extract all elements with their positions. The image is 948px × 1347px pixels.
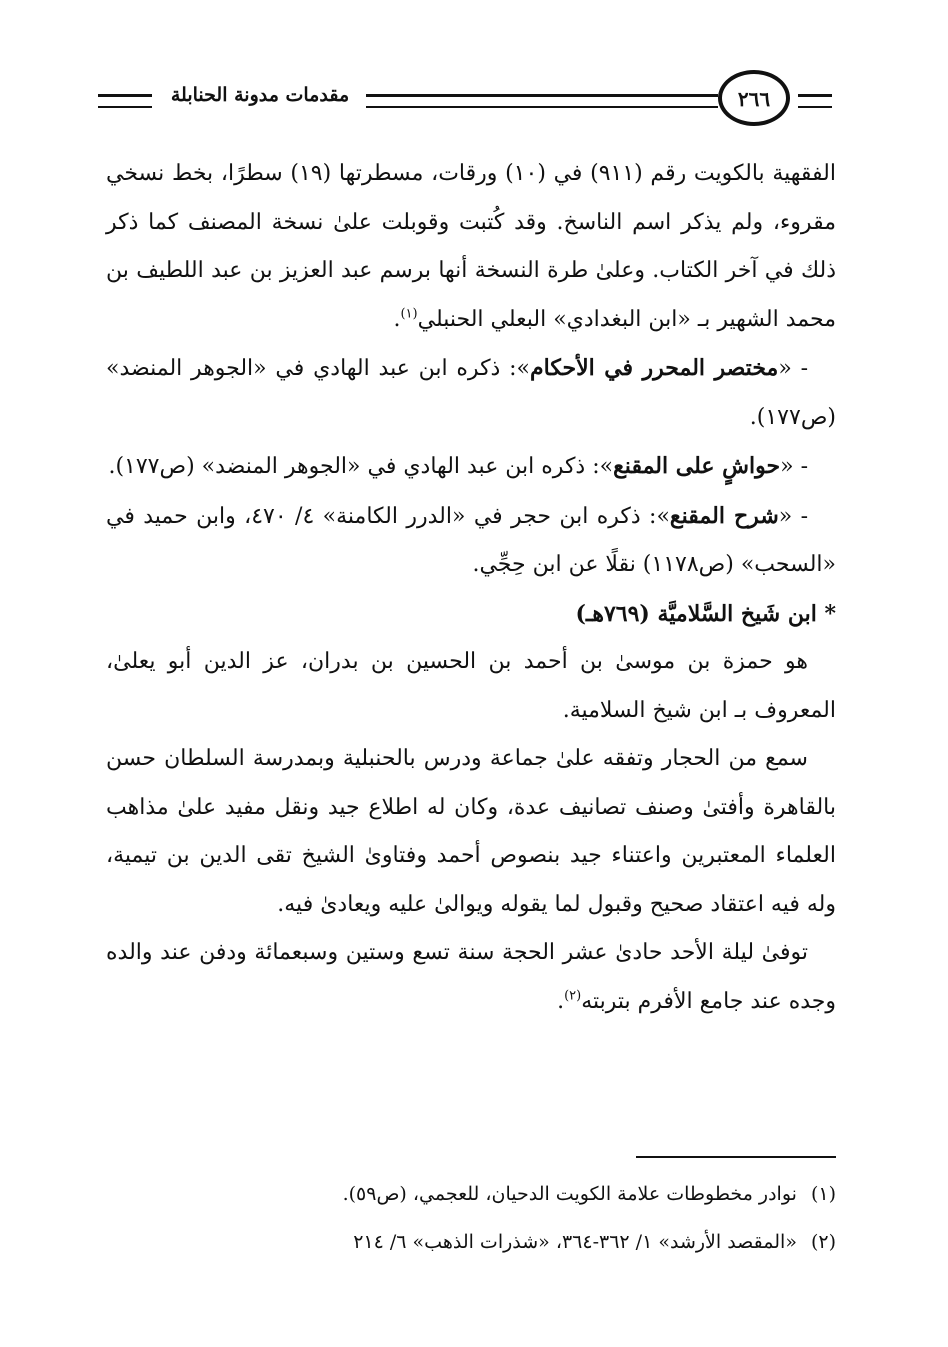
footnote: [106, 1218, 836, 1266]
paragraph-text: الفقهية بالكويت رقم (٩١١) في (١٠) ورقات، مسطرتها (١٩) سطرًا، بخط نسخي مقروء، ولم يذكر اسم الناسخ. وقد كُتبت وقوبلت علىٰ نسخة المصنف كما ذكر ذلك في آخر الكتاب. وعلىٰ طرة النسخة أنها برسم عبد العزيز بن عبد اللطيف بن محمد الشهير بـ «ابن البغدادي» البعلي الحنبلي: [106, 161, 836, 332]
list-item: [106, 442, 836, 492]
item-text: »: ذكره ابن عبد الهادي في «الجوهر المنضد» (ص١٧٧).: [106, 356, 836, 430]
running-title: مقدمات مدونة الحنابلة: [170, 84, 350, 106]
header-rule-middle: [366, 94, 718, 108]
paragraph-end: .: [557, 988, 565, 1014]
page-header: [98, 66, 832, 132]
footnote-text: «المقصد الأرشد» ١/ ٣٦٢-٣٦٤، «شذرات الذهب» ٦/ ٢١٤: [353, 1231, 797, 1253]
footnote-ref: (٢): [564, 988, 582, 1004]
biography-heading: * ابن شَيخ السَّلاميَّة (٧٦٩هـ): [575, 600, 836, 627]
item-prefix: - «: [780, 454, 808, 479]
list-item: [106, 344, 836, 442]
page-number-ornament: [718, 70, 790, 126]
header-rule-left: [98, 94, 152, 108]
footnote-divider: [636, 1156, 836, 1158]
paragraph: هو حمزة بن موسىٰ بن أحمد بن الحسين بن بدران، عز الدين أبو يعلىٰ، المعروف بـ ابن شيخ السلامية.: [106, 649, 836, 723]
footnote-number: (١): [810, 1183, 836, 1205]
footnote-text: نوادر مخطوطات علامة الكويت الدحيان، للعجمي، (ص٥٩).: [342, 1183, 797, 1205]
item-prefix: - «: [778, 503, 809, 529]
footnote-number: (٢): [810, 1231, 836, 1253]
paragraph: سمع من الحجار وتفقه علىٰ جماعة ودرس بالحنبلية وبمدرسة السلطان حسن بالقاهرة وأفتىٰ وصنف تصانيف عدة، وكان له اطلاع جيد ونقل مفيد علىٰ مذاهب العلماء المعتبرين واعتناء جيد بنصوص أحمد وفتاوىٰ الشيخ تقى الدين بن تيمية، وله فيه اعتقاد صحيح وقبول لما يقوله ويوالىٰ عليه ويعادىٰ فيه.: [106, 746, 836, 917]
item-title: حواشٍ على المقنع: [613, 453, 781, 479]
paragraph-text: توفىٰ ليلة الأحد حادىٰ عشر الحجة سنة تسع وستين وسبعمائة ودفن عند والده وجده عند جامع الأفرم بتربته: [106, 940, 836, 1014]
paragraph: [106, 150, 836, 344]
item-prefix: - «: [778, 356, 808, 381]
paragraph-end: .: [393, 306, 401, 332]
item-text: »: ذكره ابن عبد الهادي في «الجوهر المنضد» (ص١٧٧).: [108, 454, 614, 479]
list-item: [106, 492, 836, 590]
item-title: مختصر المحرر في الأحكام: [530, 355, 779, 381]
header-rule-right: [798, 94, 832, 108]
item-title: شرح المقنع: [669, 502, 779, 529]
main-text: [106, 150, 836, 1026]
item-text: »: ذكره ابن حجر في «الدرر الكامنة» ٤/ ٤٧٠، وابن حميد في «السحب» (ص١١٧٨) نقلًا عن ابن حِجِّي.: [106, 503, 836, 577]
footnote-ref: (١): [400, 306, 418, 322]
page-number: ٢٦٦: [737, 87, 771, 111]
footnotes: [106, 1170, 836, 1266]
paragraph: [106, 929, 836, 1026]
footnote: [106, 1170, 836, 1218]
